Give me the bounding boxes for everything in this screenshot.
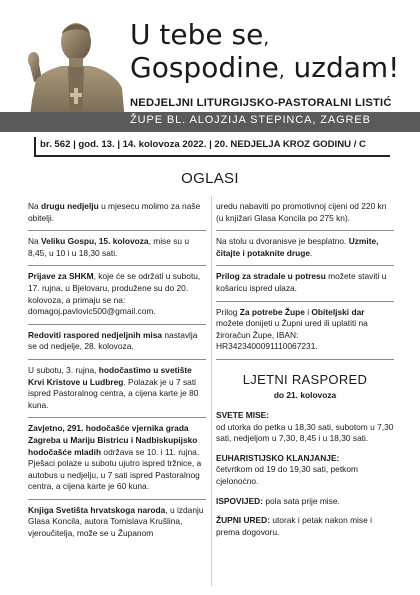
title-line-1: U tebe se, — [130, 18, 270, 51]
schedule-masses: SVETE MISE: od utorka do petka u 18,30 sati, subotom u 7,30 sati, nedjeljom u 7,30, 8,45 i u 18,30 sati. — [216, 409, 394, 444]
announcement-item: Na Veliku Gospu, 15. kolovoza, mise su u 8,45, u 10 i u 18,30 sati. — [28, 231, 206, 266]
issue-info: br. 562 | god. 13. | 14. kolovoza 2022. | 20. NEDJELJA KROZ GODINU / C — [40, 139, 366, 150]
announcement-item: Prilog Za potrebe Župe i Obiteljski dar možete donijeti u Župni ured ili uplatiti na žiroračun Župe, IBAN: HR3423400091110067231. — [216, 302, 394, 360]
schedule-date: do 21. kolovoza — [273, 389, 337, 400]
masthead — [0, 0, 420, 160]
schedule-confession: ISPOVIJED: pola sata prije mise. — [216, 495, 340, 506]
schedule-title: LJETNI RASPORED — [242, 371, 368, 387]
subtitle: NEDJELJNI LITURGIJSKO-PASTORALNI LISTIĆ — [130, 97, 392, 109]
announcement-item: Prijave za SHKM, koje će se održati u subotu, 17. rujna, u Bjelovaru, produžene su do 20. kolovoza, a primaju se na: domagoj.pavlovic500@gmail.com. — [28, 266, 206, 324]
announcement-item: Prilog za stradale u potresu možete staviti u košaricu ispred ulaza. — [216, 266, 394, 301]
title-line-2: Gospodine, uzdam! — [130, 51, 400, 84]
announcement-item: Redoviti raspored nedjeljnih misa nastavlja se od nedjelje, 28. kolovoza. — [28, 325, 206, 360]
announcement-item: Na drugu nedjelju u mjesecu molimo za naše obitelji. — [28, 196, 206, 231]
column-divider — [211, 196, 212, 586]
announcement-item: Knjiga Svetišta hrvatskoga naroda, u izdanju Glasa Koncila, autora Tomislava Krušlina, vjeroučitelja, može se u Županom — [28, 504, 204, 539]
announcement-item: Na stolu u dvoranisve je besplatno. Uzmite, čitajte i potaknite druge. — [216, 231, 394, 266]
announcement-item: uredu nabaviti po promotivnoj cijeni od 220 kn (u knjižari Glasa Koncila po 275 kn). — [216, 196, 394, 231]
right-column — [216, 196, 394, 546]
announcement-item: U subotu, 3. rujna, hodočastimo u svetište Krvi Kristove u Ludbreg. Polazak je u 7 sati ispred Pastoralnog centra, a cijena karte je 80 kuna. — [28, 360, 206, 418]
left-column — [28, 196, 206, 546]
section-title: OGLASI — [181, 170, 239, 187]
announcement-item: Zavjetno, 291. hodočašće vjernika grada Zagreba u Mariju Bistricu i Nadbiskupijsko hodočašće mladih održava se 10. i 11. rujna. Pješaci polaze u subotu ujutro ispred tržnice, a autobus u nedjelju, u 7 sati ispred Pastoralnog centra, a cijena karte je 60 kuna. — [28, 418, 206, 500]
schedule-office: ŽUPNI URED: utorak i petak nakon mise i prema dogovoru. — [216, 515, 372, 537]
schedule-adoration: EUHARISTIJSKO KLANJANJE: četvrtkom od 19 do 19,30 sati, petkom cjelonoćno. — [216, 452, 358, 486]
parish-name: ŽUPE BL. ALOJZIJA STEPINCA, ZAGREB — [130, 114, 371, 126]
